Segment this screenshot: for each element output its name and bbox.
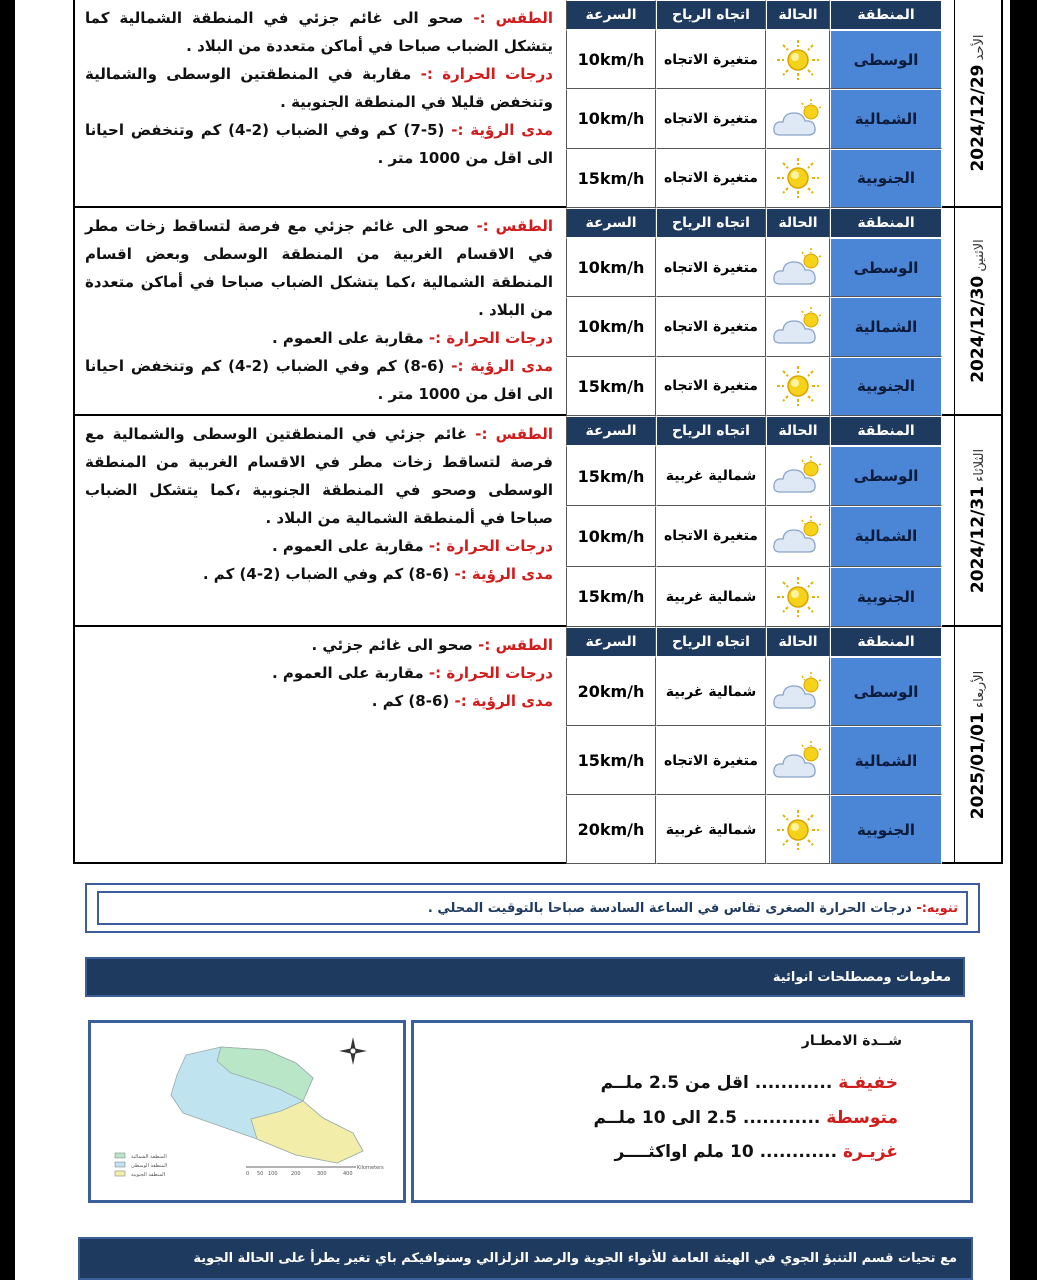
- day-name: الثلاثاء: [972, 448, 987, 486]
- wind-direction: شمالية غربية: [656, 567, 766, 627]
- grid-header-row: [566, 416, 942, 446]
- visibility-text: مدى الرؤية :- (6-8) كم وفي الضباب (2-4) كم .: [202, 565, 553, 583]
- grid-header-row: [566, 627, 942, 657]
- footer-text: مع تحيات قسم التنبؤ الجوي في الهيئة العامة للأنواء الجوية والرصد الزلزالي وسنوافيكم باي تغير يطرأ على الحالة الجوية: [193, 1251, 957, 1266]
- region-grid: [566, 416, 942, 625]
- day-block: [75, 0, 1001, 208]
- region-name: الوسطى: [830, 238, 942, 297]
- header-region: المنطقة: [830, 208, 942, 238]
- region-row: [566, 238, 942, 297]
- day-block: [75, 208, 1001, 416]
- temperature-text: درجات الحرارة :- مقاربة على العموم .: [272, 537, 553, 555]
- day-block: [75, 416, 1001, 627]
- region-grid: [566, 0, 942, 206]
- region-name: الشمالية: [830, 726, 942, 795]
- forecast-page: [15, 0, 1010, 1280]
- scale-0: 0: [246, 1171, 250, 1177]
- day-name: الأحد: [972, 34, 987, 65]
- sun-icon: [766, 30, 830, 89]
- wind-speed: 10km/h: [566, 30, 656, 89]
- sun-icon: [766, 795, 830, 864]
- wind-speed: 10km/h: [566, 506, 656, 566]
- partly-cloudy-icon: [766, 297, 830, 356]
- header-wind-dir: اتجاه الرياح: [656, 208, 766, 238]
- header-region: المنطقة: [830, 416, 942, 446]
- header-speed: السرعة: [566, 627, 656, 657]
- region-row: [566, 446, 942, 506]
- wind-speed: 15km/h: [566, 446, 656, 506]
- region-row: [566, 795, 942, 864]
- info-title: معلومات ومصطلحات انوائية: [772, 969, 951, 985]
- header-speed: السرعة: [566, 416, 656, 446]
- weather-text: الطقس :- صحو الى غائم جزئي في المنطقة الشمالية كما يتشكل الضباب صباحا في أماكن متعددة من البلاد .: [85, 9, 553, 55]
- wind-speed: 15km/h: [566, 357, 656, 416]
- weather-text: الطقس :- غائم جزئي في المنطقتين الوسطى والشمالية مع فرصة لتساقط زخات مطر في الاقسام الغربية من المنطقة الوسطى وصحو في المنطقة الجنوبية ،كما يتشكل الضباب صباحا في ألمنطقة الشمالية من البلاد .: [85, 425, 553, 527]
- region-name: الوسطى: [830, 446, 942, 506]
- day-date: 2024/12/30: [968, 275, 988, 383]
- header-wind-dir: اتجاه الرياح: [656, 0, 766, 30]
- date-column: [954, 208, 1001, 414]
- wind-speed: 10km/h: [566, 89, 656, 148]
- region-row: [566, 297, 942, 356]
- wind-direction: متغيرة الاتجاه: [656, 357, 766, 416]
- day-block: [75, 627, 1001, 864]
- region-name: الوسطى: [830, 30, 942, 89]
- region-row: [566, 657, 942, 726]
- partly-cloudy-icon: [766, 446, 830, 506]
- map-legend-south: المنطقة الجنوبية: [131, 1172, 166, 1178]
- note-text: درجات الحرارة الصغرى تقاس في الساعة السادسة صباحا بالتوقيت المحلي .: [427, 900, 912, 916]
- region-name: الجنوبية: [830, 149, 942, 208]
- day-name: الاثنين: [972, 239, 987, 276]
- rain-title: شــدة الامطـار: [801, 1033, 902, 1049]
- rain-level-medium: متوسطة ............ 2.5 الى 10 ملــم: [593, 1108, 898, 1128]
- map-legend-north: المنطقة الشمالية: [131, 1154, 167, 1160]
- wind-direction: متغيرة الاتجاه: [656, 30, 766, 89]
- region-row: [566, 567, 942, 627]
- wind-direction: متغيرة الاتجاه: [656, 238, 766, 297]
- visibility-text: مدى الرؤية :- (6-8) كم .: [371, 692, 553, 710]
- date-column: [954, 0, 1001, 206]
- forecast-description: [79, 416, 559, 625]
- region-row: [566, 726, 942, 795]
- grid-header-row: [566, 0, 942, 30]
- temperature-text: درجات الحرارة :- مقاربة على العموم .: [272, 664, 553, 682]
- header-region: المنطقة: [830, 627, 942, 657]
- header-speed: السرعة: [566, 208, 656, 238]
- wind-speed: 15km/h: [566, 567, 656, 627]
- region-row: [566, 357, 942, 416]
- date-column: [954, 627, 1001, 862]
- header-condition: الحالة: [766, 0, 830, 30]
- wind-speed: 20km/h: [566, 795, 656, 864]
- wind-speed: 10km/h: [566, 238, 656, 297]
- scale-unit: Kilometers: [357, 1165, 384, 1171]
- day-date: 2024/12/29: [968, 64, 988, 172]
- day-name: الأربعاء: [972, 670, 987, 712]
- scale-300: 300: [317, 1171, 327, 1177]
- info-title-bar: [85, 957, 965, 997]
- day-date: 2024/12/31: [968, 485, 988, 593]
- grid-header-row: [566, 208, 942, 238]
- map-legend-middle: المنطقة الوسطى: [131, 1163, 168, 1169]
- rain-level-heavy: غزيـرة ............ 10 ملم اواكثــــر: [614, 1142, 898, 1162]
- header-condition: الحالة: [766, 627, 830, 657]
- compass-rose-icon: [339, 1037, 367, 1065]
- region-name: الجنوبية: [830, 567, 942, 627]
- header-speed: السرعة: [566, 0, 656, 30]
- note-box: [85, 883, 980, 933]
- forecast-table: [73, 0, 1003, 864]
- visibility-text: مدى الرؤية :- (6-8) كم وفي الضباب (2-4) كم وتنخفض احيانا الى اقل من 1000 متر .: [85, 357, 553, 403]
- note-label: تنويه:-: [916, 900, 958, 916]
- wind-speed: 15km/h: [566, 149, 656, 208]
- region-grid: [566, 627, 942, 862]
- wind-direction: متغيرة الاتجاه: [656, 89, 766, 148]
- partly-cloudy-icon: [766, 726, 830, 795]
- wind-speed: 10km/h: [566, 297, 656, 356]
- temperature-text: درجات الحرارة :- مقاربة في المنطقتين الوسطى والشمالية وتنخفض قليلا في المنطقة الجنوبية .: [85, 65, 553, 111]
- scale-100: 100: [268, 1171, 278, 1177]
- temperature-text: درجات الحرارة :- مقاربة على العموم .: [272, 329, 553, 347]
- footer-bar: [78, 1237, 973, 1280]
- header-condition: الحالة: [766, 208, 830, 238]
- wind-speed: 20km/h: [566, 657, 656, 726]
- region-name: الشمالية: [830, 506, 942, 566]
- region-row: [566, 89, 942, 148]
- wind-speed: 15km/h: [566, 726, 656, 795]
- scale-50: 50: [257, 1171, 264, 1177]
- forecast-description: [79, 0, 559, 206]
- weather-text: الطقس :- صحو الى غائم جزئي مع فرصة لتساقط زخات مطر في الاقسام الغربية من المنطقة الوسطى وبعض اقسام المنطقة الشمالية ،كما يتشكل الضباب صباحا في أماكن متعددة من البلاد .: [85, 217, 554, 319]
- header-condition: الحالة: [766, 416, 830, 446]
- map-illustration: [91, 1023, 403, 1200]
- weather-text: الطقس :- صحو الى غائم جزئي .: [311, 636, 553, 654]
- wind-direction: شمالية غربية: [656, 446, 766, 506]
- partly-cloudy-icon: [766, 657, 830, 726]
- partly-cloudy-icon: [766, 89, 830, 148]
- forecast-description: [79, 627, 559, 862]
- wind-direction: شمالية غربية: [656, 795, 766, 864]
- wind-direction: شمالية غربية: [656, 657, 766, 726]
- region-name: الشمالية: [830, 297, 942, 356]
- scale-200: 200: [291, 1171, 301, 1177]
- partly-cloudy-icon: [766, 238, 830, 297]
- date-column: [954, 416, 1001, 625]
- sun-icon: [766, 149, 830, 208]
- region-name: الجنوبية: [830, 795, 942, 864]
- wind-direction: متغيرة الاتجاه: [656, 726, 766, 795]
- partly-cloudy-icon: [766, 506, 830, 566]
- region-row: [566, 506, 942, 566]
- iraq-region-map: [88, 1020, 406, 1203]
- wind-direction: متغيرة الاتجاه: [656, 149, 766, 208]
- header-wind-dir: اتجاه الرياح: [656, 416, 766, 446]
- region-row: [566, 149, 942, 208]
- sun-icon: [766, 357, 830, 416]
- header-wind-dir: اتجاه الرياح: [656, 627, 766, 657]
- wind-direction: متغيرة الاتجاه: [656, 506, 766, 566]
- day-date: 2025/01/01: [968, 711, 988, 819]
- visibility-text: مدى الرؤية :- (5-7) كم وفي الضباب (2-4) كم وتنخفض احيانا الى اقل من 1000 متر .: [85, 121, 553, 167]
- scale-400: 400: [343, 1171, 353, 1177]
- rain-level-light: خفيفـة ............ اقل من 2.5 ملــم: [600, 1073, 898, 1093]
- region-name: الجنوبية: [830, 357, 942, 416]
- region-name: الوسطى: [830, 657, 942, 726]
- wind-direction: متغيرة الاتجاه: [656, 297, 766, 356]
- region-name: الشمالية: [830, 89, 942, 148]
- region-row: [566, 30, 942, 89]
- header-region: المنطقة: [830, 0, 942, 30]
- rain-intensity-box: [411, 1020, 973, 1203]
- forecast-description: [79, 208, 559, 414]
- sun-icon: [766, 567, 830, 627]
- region-grid: [566, 208, 942, 414]
